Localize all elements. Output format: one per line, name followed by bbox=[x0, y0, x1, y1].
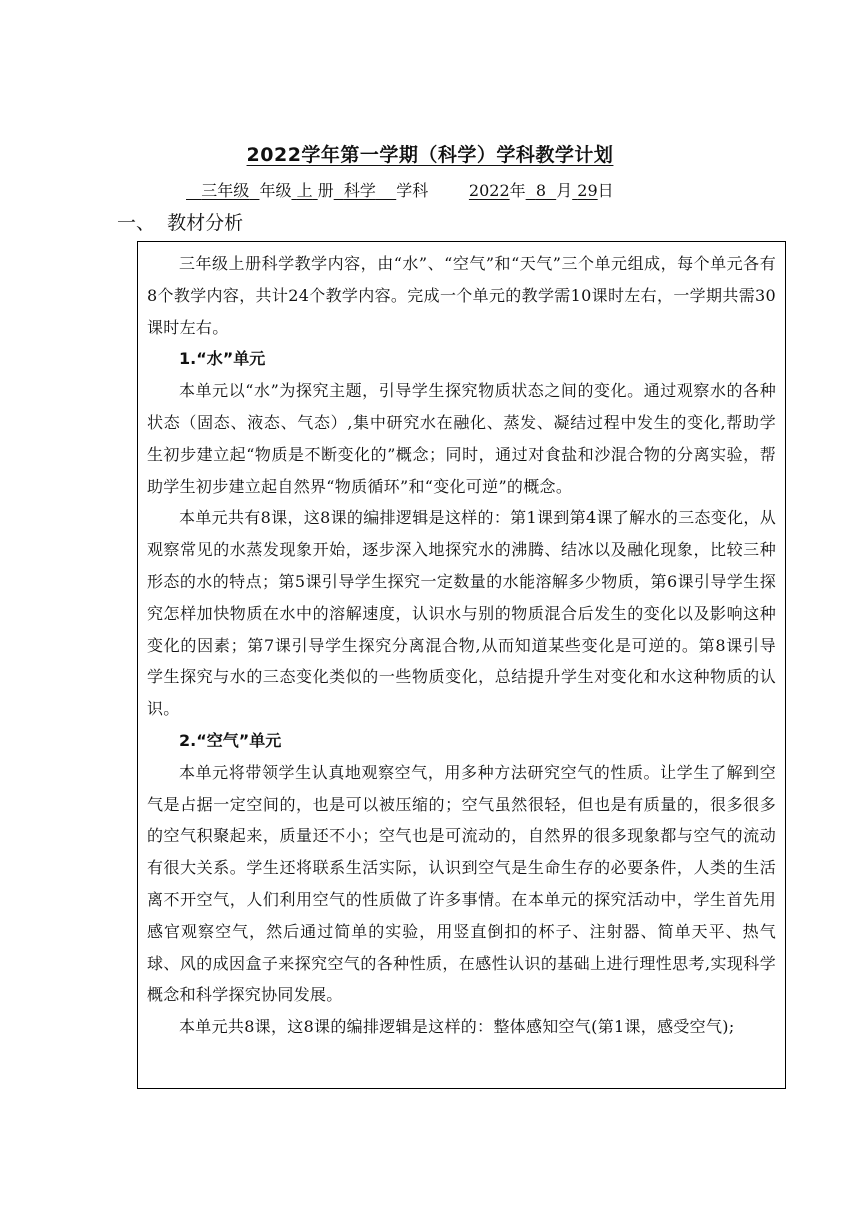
subject-suffix: 学科 bbox=[396, 181, 429, 200]
unit-air-paragraph-1: 本单元将带领学生认真地观察空气，用多种方法研究空气的性质。让学生了解到空气是占据一定空间的，也是可以被压缩的；空气虽然很轻，但也是有质量的，很多很多的空气积聚起来，质量还不小；空气也是可流动的，自然界的很多现象都与空气的流动有很大关系。学生还将联系生活实际，认识到空气是生命生存的必要条件，人类的生活离不开空气，人们利用空气的性质做了许多事情。在本单元的探究活动中，学生首先用感官观察空气，然后通过简单的实验，用竖直倒扣的杯子、注射器、简单天平、热气球、风的成因盒子来探究空气的各种性质，在感性认识的基础上进行理性思考,实现科学概念和科学探究协同发展。 bbox=[147, 762, 776, 1005]
unit-air-paragraph-2: 本单元共8课，这8课的编排逻辑是这样的：整体感知空气(第1课，感受空气); bbox=[179, 1017, 735, 1037]
year-suffix: 年 bbox=[509, 181, 526, 200]
grade-value: 三年级 bbox=[201, 181, 250, 200]
unit-air-heading: 2.“空气”单元 bbox=[179, 730, 282, 750]
page-title: 2022学年第一学期（科学）学科教学计划 bbox=[246, 144, 614, 166]
month-suffix: 月 bbox=[556, 181, 573, 200]
volume-value: 上 bbox=[296, 181, 313, 200]
unit-water-paragraph-1: 本单元以“水”为探究主题，引导学生探究物质状态之间的变化。通过观察水的各种状态（固态、液态、气态）,集中研究水在融化、蒸发、凝结过程中发生的变化,帮助学生初步建立起“物质是不断变化的”概念；同时，通过对食盐和沙混合物的分离实验，帮助学生初步建立起自然界“物质循环”和“变化可逆”的概念。 bbox=[147, 381, 776, 496]
month-value: 8 bbox=[535, 181, 547, 200]
day-value: 29 bbox=[577, 181, 598, 200]
grade-suffix: 年级 bbox=[259, 181, 292, 200]
plan-meta-line bbox=[186, 178, 614, 201]
intro-paragraph: 三年级上册科学教学内容，由“水”、“空气”和“天气”三个单元组成，每个单元各有8个教学内容，共计24个教学内容。完成一个单元的教学需10课时左右，一学期共需30课时左右。 bbox=[147, 254, 776, 337]
unit-water-heading: 1.“水”单元 bbox=[179, 349, 266, 369]
analysis-content-box bbox=[137, 241, 786, 1089]
year-value: 2022 bbox=[468, 181, 510, 200]
unit-water-paragraph-2: 本单元共有8课，这8课的编排逻辑是这样的：第1课到第4课了解水的三态变化，从观察常见的水蒸发现象开始，逐步深入地探究水的沸腾、结冰以及融化现象，比较三种形态的水的特点；第5课引导学生探究一定数量的水能溶解多少物质，第6课引导学生探究怎样加快物质在水中的溶解速度，认识水与别的物质混合后发生的变化以及影响这种变化的因素；第7课引导学生探究分离混合物,从而知道某些变化是可逆的。第8课引导学生探究与水的三态变化类似的一些物质变化，总结提升学生对变化和水这种物质的认识。 bbox=[147, 508, 776, 719]
day-suffix: 日 bbox=[597, 181, 614, 200]
volume-suffix: 册 bbox=[317, 181, 334, 200]
subject-value: 科学 bbox=[343, 181, 376, 200]
section-heading-textbook-analysis: 一、 教材分析 bbox=[117, 212, 244, 234]
